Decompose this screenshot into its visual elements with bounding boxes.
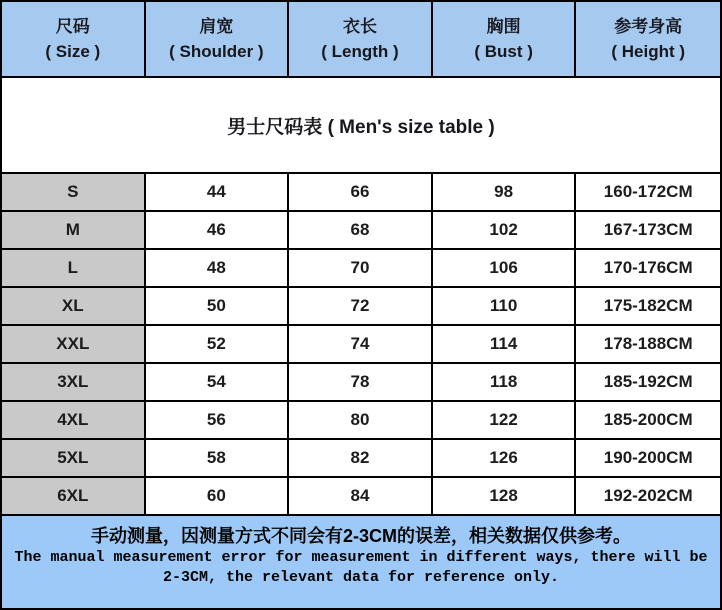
length-cell: 70 [289,250,433,286]
height-cell: 190-200CM [603,448,693,467]
bust-cell: 114 [433,326,577,362]
shoulder-cell: 52 [146,326,290,362]
shoulder-cell: 44 [146,174,290,210]
header-label-bust-en: ( Bust ) [474,42,533,61]
size-cell: S [2,174,146,210]
bust-cell: 98 [433,174,577,210]
height-cell: 192-202CM [603,486,693,505]
table-row-l [2,250,720,288]
table-row-4xl [2,402,720,440]
shoulder-cell: 50 [146,288,290,324]
header-label-size-zh: 尺码 [55,16,90,36]
measurement-note-en-line1: The manual measurement error for measurement in different ways, there will be [14,549,708,566]
table-row-m [2,212,720,250]
length-cell: 84 [289,478,433,514]
table-title: 男士尺码表 ( Men's size table ) [227,116,495,138]
table-row-s [2,174,720,212]
header-label-height-en: ( Height ) [611,42,686,61]
size-cell: 6XL [2,478,146,514]
shoulder-cell: 60 [146,478,290,514]
size-cell: 3XL [2,364,146,400]
size-cell: XL [2,288,146,324]
table-row-xxl [2,326,720,364]
size-cell: 4XL [2,402,146,438]
bust-cell: 122 [433,402,577,438]
height-cell: 185-200CM [603,410,693,429]
table-row-xl [2,288,720,326]
header-label-bust-zh: 胸围 [486,16,521,36]
table-row-3xl [2,364,720,402]
height-cell: 167-173CM [603,220,693,239]
length-cell: 80 [289,402,433,438]
measurement-note-zh: 手动测量，因测量方式不同会有2-3CM的误差，相关数据仅供参考。 [90,526,631,546]
header-cell-length [289,2,433,76]
measurement-note-en-line2: 2-3CM, the relevant data for reference only. [162,569,560,586]
size-cell: L [2,250,146,286]
height-cell: 170-176CM [603,258,693,277]
bust-cell: 106 [433,250,577,286]
height-cell: 160-172CM [603,182,693,201]
size-cell: M [2,212,146,248]
size-cell: XXL [2,326,146,362]
length-cell: 68 [289,212,433,248]
bust-cell: 128 [433,478,577,514]
header-cell-shoulder [146,2,290,76]
shoulder-cell: 54 [146,364,290,400]
header-label-height-zh: 参考身高 [614,16,683,36]
header-cell-size [2,2,146,76]
length-cell: 72 [289,288,433,324]
length-cell: 78 [289,364,433,400]
table-row-5xl [2,440,720,478]
bust-cell: 110 [433,288,577,324]
bust-cell: 102 [433,212,577,248]
header-label-length-zh: 衣长 [342,16,377,36]
header-label-size-en: ( Size ) [45,42,101,61]
header-label-shoulder-zh: 肩宽 [199,16,234,36]
height-cell: 178-188CM [603,334,693,353]
bust-cell: 126 [433,440,577,476]
header-label-length-en: ( Length ) [321,42,399,61]
shoulder-cell: 46 [146,212,290,248]
header-label-shoulder-en: ( Shoulder ) [169,42,264,61]
table-title-row [2,78,720,174]
length-cell: 74 [289,326,433,362]
height-cell: 185-192CM [603,372,693,391]
measurement-note [2,516,720,608]
header-cell-bust [433,2,577,76]
bust-cell: 118 [433,364,577,400]
height-cell: 175-182CM [603,296,693,315]
header-cell-height [576,2,720,76]
length-cell: 82 [289,440,433,476]
shoulder-cell: 56 [146,402,290,438]
table-header-row [2,2,720,78]
size-cell: 5XL [2,440,146,476]
table-row-6xl [2,478,720,516]
shoulder-cell: 58 [146,440,290,476]
length-cell: 66 [289,174,433,210]
shoulder-cell: 48 [146,250,290,286]
